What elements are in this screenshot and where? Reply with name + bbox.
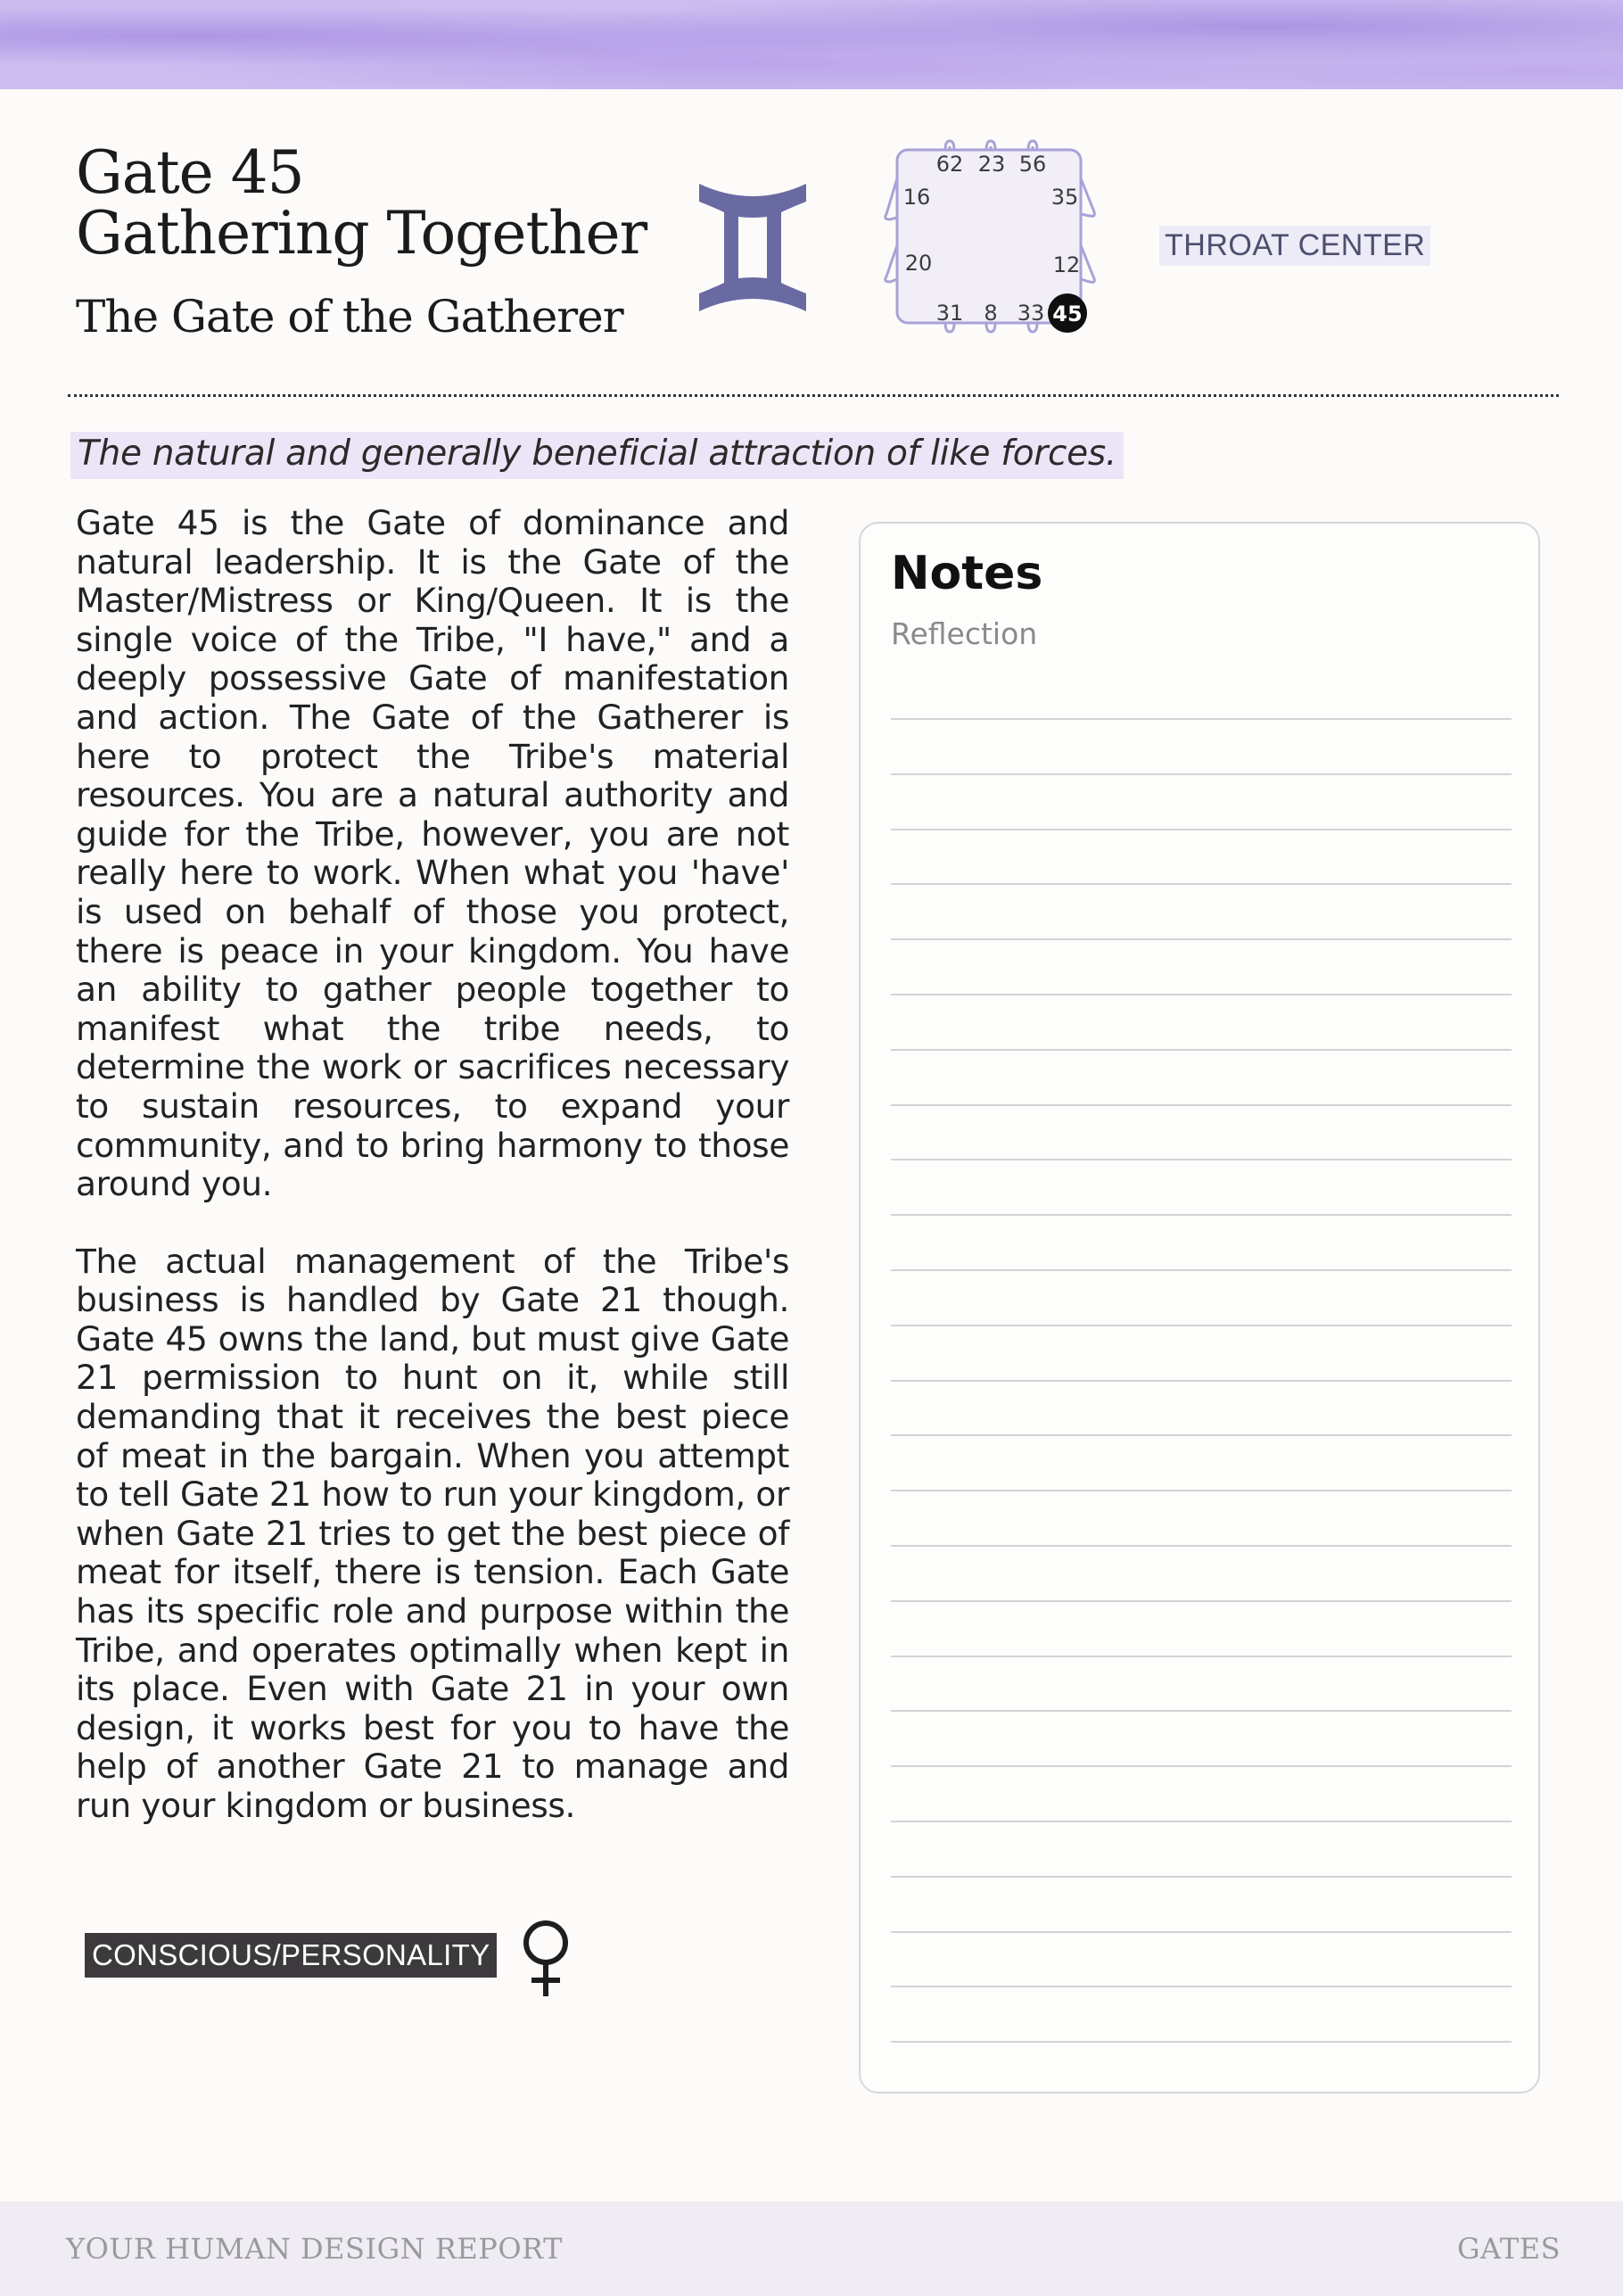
gate-label-31: 31 xyxy=(935,301,964,326)
note-line[interactable] xyxy=(891,1656,1512,1657)
notes-panel[interactable] xyxy=(859,522,1540,2094)
gate-subtitle: The Gate of the Gatherer xyxy=(76,291,623,343)
description-paragraph: The actual management of the Tribe's business is handled by Gate 21 though. Gate 45 owns the land, but must give Gate 21 permission to hunt on it, while still demanding that it receives the best piece of meat in the bargain. When you attempt to tell Gate 21 how to run your kingdom, or when Gate 21 tries to get the best piece of meat for itself, there is tension. Each Gate has its specific role and purpose within the Tribe, and operates optimally when kept in its place. Even with Gate 21 in your own design, it works best for you to have the help of another Gate 21 to manage and run your kingdom or business. xyxy=(76,1241,789,1825)
note-line[interactable] xyxy=(891,1325,1512,1326)
center-badge: THROAT CENTER xyxy=(1159,226,1430,266)
gate-number: Gate 45 xyxy=(76,138,304,207)
gate-label-20: 20 xyxy=(904,251,933,276)
gate-label-8: 8 xyxy=(984,301,998,326)
note-line[interactable] xyxy=(891,1269,1512,1271)
note-line[interactable] xyxy=(891,1214,1512,1216)
note-line[interactable] xyxy=(891,1104,1512,1106)
footer-section-label: GATES xyxy=(1456,2232,1561,2266)
note-line[interactable] xyxy=(891,1545,1512,1547)
gemini-icon xyxy=(694,178,812,317)
description-paragraph: Gate 45 is the Gate of dominance and natural leadership. It is the Gate of the Master/Mistress or King/Queen. It is the single voice of the Tribe, "I have," and a deeply possessive Gate of manifestation and action. The Gate of the Gatherer is here to protect the Tribe's material resources. You are a natural authority and guide for the Tribe, however, you are not really here to work. When what you 'have' is used on behalf of those you protect, there is peace in your kingdom. You have an ability to gather people together to manifest what the tribe needs, to determine the work or sacrifices necessary to sustain resources, to expand your community, and to bring harmony to those around you. xyxy=(76,503,789,1204)
note-line[interactable] xyxy=(891,1600,1512,1602)
gate-description xyxy=(76,504,789,1864)
title-block xyxy=(76,138,647,343)
note-line[interactable] xyxy=(891,1931,1512,1933)
note-line[interactable] xyxy=(891,1380,1512,1382)
gate-label-56: 56 xyxy=(1018,152,1047,177)
note-line[interactable] xyxy=(891,938,1512,940)
note-line[interactable] xyxy=(891,718,1512,720)
gate-label-23: 23 xyxy=(977,152,1006,177)
note-line[interactable] xyxy=(891,1821,1512,1822)
header-banner xyxy=(0,0,1623,89)
divider xyxy=(68,394,1559,397)
note-line[interactable] xyxy=(891,2041,1512,2043)
gate-label-33: 33 xyxy=(1017,301,1045,326)
keynote: The natural and generally beneficial attraction of like forces. xyxy=(70,432,1124,479)
gate-name: Gathering Together xyxy=(76,199,647,268)
notes-subtitle: Reflection xyxy=(891,616,1038,651)
note-line[interactable] xyxy=(891,1049,1512,1051)
note-line[interactable] xyxy=(891,994,1512,995)
gate-label-16: 16 xyxy=(902,185,931,210)
venus-icon xyxy=(515,1918,576,1998)
active-gate-label: 45 xyxy=(1052,301,1083,326)
note-line[interactable] xyxy=(891,1765,1512,1767)
gate-label-35: 35 xyxy=(1050,185,1079,210)
note-line[interactable] xyxy=(891,1490,1512,1491)
notes-title: Notes xyxy=(891,547,1043,600)
note-line[interactable] xyxy=(891,1710,1512,1712)
aspect-badge: CONSCIOUS/PERSONALITY xyxy=(85,1933,497,1978)
note-line[interactable] xyxy=(891,883,1512,885)
throat-center-diagram xyxy=(883,134,1106,339)
note-line[interactable] xyxy=(891,1434,1512,1436)
note-line[interactable] xyxy=(891,1986,1512,1987)
note-line[interactable] xyxy=(891,773,1512,775)
gate-label-12: 12 xyxy=(1052,252,1081,277)
footer xyxy=(0,2201,1623,2296)
note-line[interactable] xyxy=(891,1159,1512,1160)
note-line[interactable] xyxy=(891,1876,1512,1878)
gate-label-62: 62 xyxy=(935,152,964,177)
footer-report-title: YOUR HUMAN DESIGN REPORT xyxy=(66,2232,563,2266)
note-line[interactable] xyxy=(891,829,1512,830)
gate-title xyxy=(76,138,647,268)
